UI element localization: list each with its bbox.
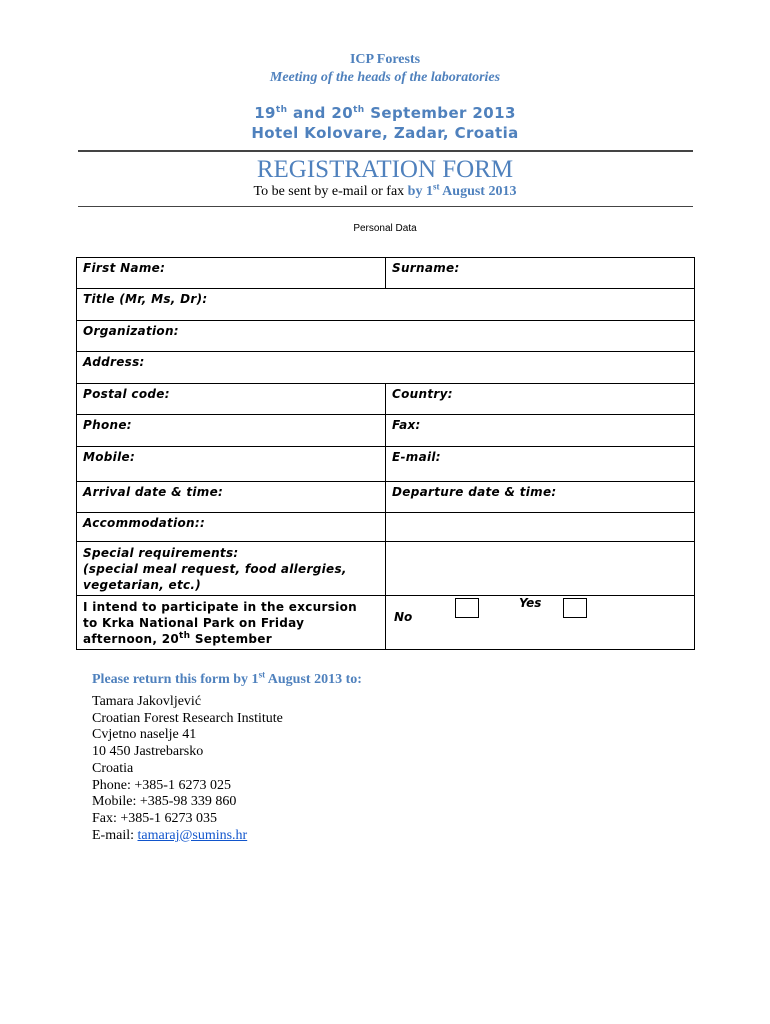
email-link[interactable]: tamaraj@sumins.hr	[137, 827, 248, 843]
title-field[interactable]: Title (Mr, Ms, Dr):	[77, 289, 695, 321]
contact-country: Croatia	[92, 760, 134, 776]
contact-email: E-mail: tamaraj@sumins.hr	[92, 827, 248, 843]
contact-street: Cvjetno naselje 41	[92, 727, 197, 743]
contact-mobile: Mobile: +385-98 339 860	[92, 794, 237, 810]
organization-field[interactable]: Organization:	[77, 321, 695, 352]
departure-field[interactable]: Departure date & time:	[386, 482, 695, 513]
form-title: REGISTRATION FORM	[256, 156, 514, 183]
contact-address	[92, 694, 283, 844]
excursion-choice	[386, 596, 695, 650]
org-name: ICP Forests	[349, 52, 421, 67]
contact-fax: Fax: +385-1 6273 035	[92, 810, 217, 826]
surname-field[interactable]: Surname:	[386, 258, 695, 289]
yes-checkbox[interactable]	[563, 598, 587, 618]
meeting-dates: 19th and 20th September 2013	[254, 104, 516, 122]
contact-name: Tamara Jakovljević	[92, 694, 202, 709]
fax-field[interactable]: Fax:	[386, 415, 695, 447]
phone-field[interactable]: Phone:	[77, 415, 386, 447]
top-divider	[78, 150, 693, 152]
meeting-venue: Hotel Kolovare, Zadar, Croatia	[251, 124, 519, 142]
address-field[interactable]: Address:	[77, 352, 695, 384]
special-requirements-field[interactable]	[386, 542, 695, 596]
email-field[interactable]: E-mail:	[386, 447, 695, 482]
contact-phone: Phone: +385-1 6273 025	[92, 777, 231, 793]
country-field[interactable]: Country:	[386, 384, 695, 415]
contact-city: 10 450 Jastrebarsko	[92, 744, 204, 760]
bottom-divider	[78, 206, 693, 207]
return-heading: Please return this form by 1st August 2013 to:	[92, 669, 362, 687]
excursion-label: I intend to participate in the excursion to Krka National Park on Friday afternoon, 20th September	[77, 596, 386, 650]
postal-code-field[interactable]: Postal code:	[77, 384, 386, 415]
no-checkbox[interactable]	[455, 598, 479, 618]
registration-table	[76, 257, 695, 650]
form-subtitle: To be sent by e-mail or fax by 1st August 2013	[253, 181, 517, 199]
accommodation-label: Accommodation::	[77, 513, 386, 542]
contact-institute: Croatian Forest Research Institute	[92, 710, 283, 726]
section-label: Personal Data	[353, 223, 417, 234]
mobile-field[interactable]: Mobile:	[77, 447, 386, 482]
meeting-title: Meeting of the heads of the laboratories	[269, 70, 501, 85]
no-label: No	[394, 610, 413, 624]
accommodation-field[interactable]	[386, 513, 695, 542]
first-name-field[interactable]: First Name:	[77, 258, 386, 289]
yes-label: Yes	[519, 596, 542, 610]
arrival-field[interactable]: Arrival date & time:	[77, 482, 386, 513]
special-requirements-label: Special requirements: (special meal request, food allergies, vegetarian, etc.)	[77, 542, 386, 596]
